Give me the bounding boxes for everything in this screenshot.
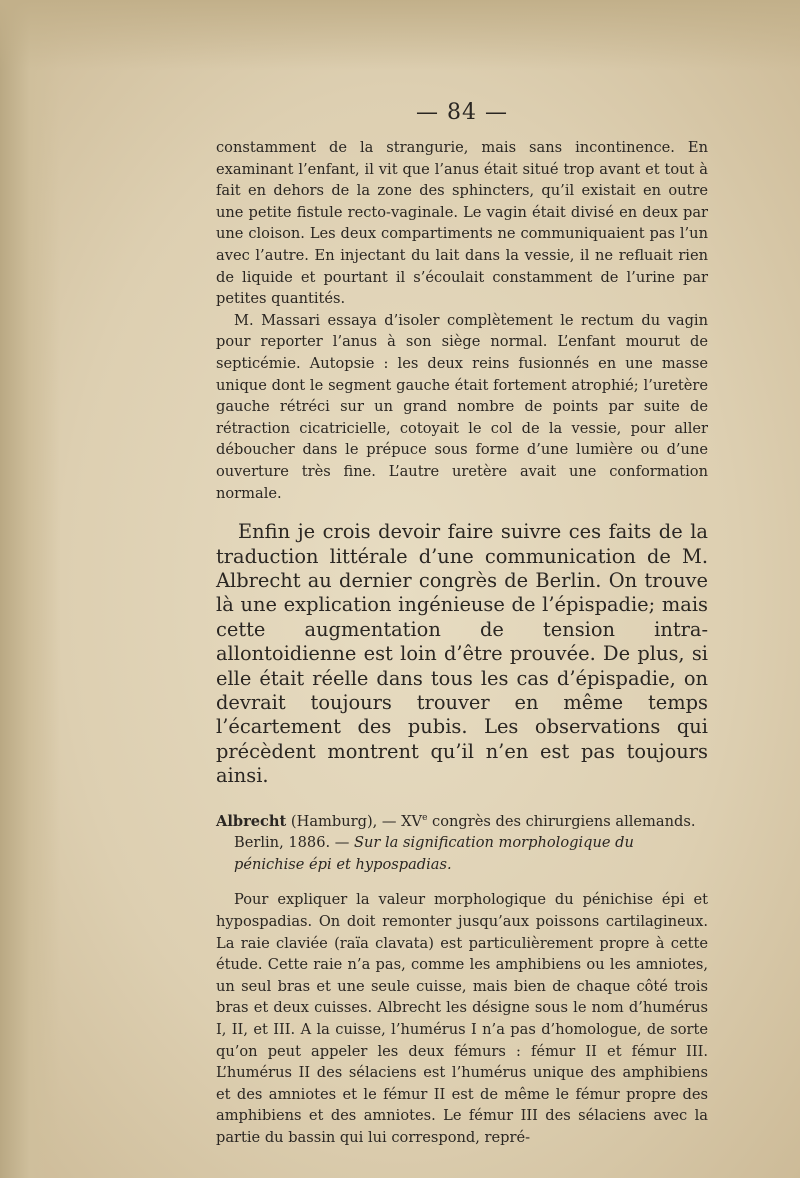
reference-title: Sur la signification morphologique du pénichise épi et hypospadias. [234, 834, 634, 873]
page-content [216, 100, 708, 1148]
paragraph-strangurie: constamment de la strangurie, mais sans incontinence. En examinant l’enfant, il vit que l’anus était situé trop avant et tout à fait en dehors de la zone des sphincters, qu’il existait en outre une petite fistule recto-vaginale. Le vagin était divisé en deux par une cloison. Les deux compartiments ne communiquaient pas l’un avec l’autre. En injectant du lait dans la vessie, il ne refluait rien de liquide et pourtant il s’écoulait constamment de l’urine par petites quantités. [216, 139, 708, 308]
page-left-edge-shadow [0, 0, 60, 1178]
reference-citation [216, 811, 708, 876]
reference-location: (Hamburg), — XV [286, 812, 423, 830]
reference-congress: congrès des chirurgiens allemands. Berlin, 1886. — [234, 812, 696, 852]
reference-ordinal: e [422, 812, 428, 823]
page-top-edge-shadow [0, 0, 800, 70]
reference-author: Albrecht [216, 812, 287, 830]
paragraph-albrecht-intro: Enfin je crois devoir faire suivre ces faits de la traduction littérale d’une communication de M. Albrecht au dernier congrès de Berlin. On trouve là une explication ingénieuse de l’épispadie; mais cette augmentation de tension intra-allontoidienne est loin d’être prouvée. De plus, si elle était réelle dans tous les cas d’épispadie, on devrait toujours trouver en même temps l’écartement des pubis. Les observations qui précèdent montrent qu’il n’en est pas toujours ainsi. [216, 520, 708, 788]
paragraph-massari: M. Massari essaya d’isoler complètement le rectum du vagin pour reporter l’anus à son siège normal. L’enfant mourut de septicémie. Autopsie : les deux reins fusionnés en une masse unique dont le segment gauche était fortement atrophié; l’uretère gauche rétréci sur un grand nombre de points par suite de rétraction cicatricielle, cotoyait le col de la vessie, pour aller déboucher dans le prépuce sous forme d’une lumière ou d’une ouverture très fine. L’autre uretère avait une conformation normale. [216, 311, 708, 502]
page-number: — 84 — [416, 100, 508, 125]
paragraph-morphologie: Pour expliquer la valeur morphologique du pénichise épi et hypospadias. On doit remonter jusqu’aux poissons cartilagineux. La raie claviée (raïa clavata) est particulièrement propre à cette étude. Cette raie n’a pas, comme les amphibiens ou les amniotes, un seul bras et une seule cuisse, mais bien de chaque côté trois bras et deux cuisses. Albrecht les désigne sous le nom d’humérus I, II, et III. A la cuisse, l’humérus I n’a pas d’homologue, de sorte qu’on peut appeler les deux fémurs : fémur II et fémur III. L’humérus II des sélaciens est l’humérus unique des amphibiens et des amniotes et le fémur II est de même le fémur propre des amphibiens et des amniotes. Le fémur III des sélaciens avec la partie du bassin qui lui correspond, repré- [216, 891, 708, 1146]
